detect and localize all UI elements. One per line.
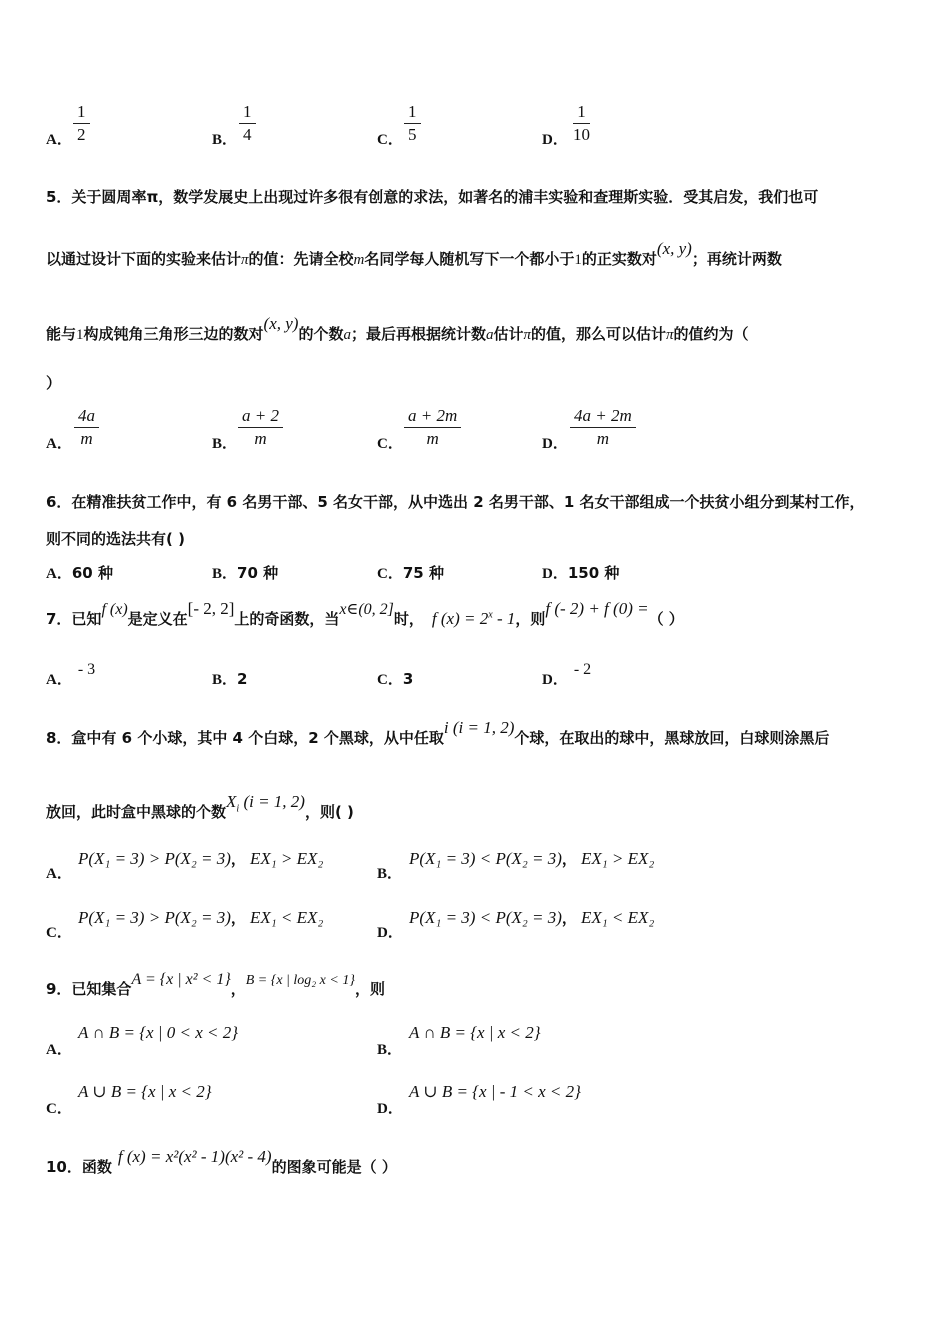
q4-option-d[interactable]: [542, 128, 568, 149]
q5-option-a-fraction: $\frac{4a}{m}$: [74, 406, 99, 448]
option-label: D．: [542, 132, 568, 148]
q5-option-a[interactable]: A．: [46, 436, 72, 452]
q7-option-c[interactable]: C．3: [377, 670, 414, 688]
q9-stem: 9．已知集合A = {x | x² < 1}，B = {x | log₂ x < 1}，则: [46, 971, 385, 998]
q7-option-a[interactable]: A．- 3: [46, 661, 96, 688]
q4-option-c[interactable]: [377, 128, 403, 149]
q7-stem: 7．已知f (x)是定义在[- 2, 2]上的奇函数，当x∈(0, 2]时， f $(x) = 2^x - 1$，则f (- 2) + f (0) =（ ）: [46, 599, 684, 628]
q8-line-1: 8．盒中有 6 个小球，其中 4 个白球，2 个黑球，从中任取i (i = 1, 2)个球，在取出的球中，黑球放回，白球则涂黑后: [46, 718, 830, 747]
q6-line-2: 则不同的选法共有( ): [46, 530, 185, 548]
q9-option-d-expr: A ∪ B = {x | - 1 < x < 2}: [409, 1082, 581, 1101]
q5-option-d-fraction: $\frac{4a + 2m}{m}$: [570, 406, 636, 448]
q8-option-a-expr: P(X₁ = 3) > P(X₂ = 3)， EX₁ > EX₂: [78, 849, 324, 868]
q5-option-c-fraction: $\frac{a + 2m}{m}$: [404, 406, 461, 448]
q9-option-b-expr: A ∩ B = {x | x < 2}: [409, 1023, 541, 1042]
q5-line-4: ）: [46, 374, 62, 392]
q6-option-b[interactable]: B．70 种: [212, 564, 279, 582]
q6-option-a[interactable]: A．60 种: [46, 564, 113, 582]
q9-option-a[interactable]: A．: [46, 1042, 72, 1058]
q8-line-2: 放回，此时盒中黑球的个数$X_i$ (i = 1, 2)，则( ): [46, 792, 354, 821]
q5-line-3: 能与1构成钝角三角形三边的数对(x, y)的个数a；最后再根据统计数a估计π的值，那么可以估计π的值约为（: [46, 314, 749, 343]
q4-option-a[interactable]: [46, 128, 72, 149]
q9-option-a-expr: A ∩ B = {x | 0 < x < 2}: [78, 1023, 239, 1042]
q8-option-b-expr: P(X₁ = 3) < P(X₂ = 3)， EX₁ > EX₂: [409, 849, 655, 868]
q5-line-2: 以通过设计下面的实验来估计π的值：先请全校m名同学每人随机写下一个都小于1的正实数对(x, y)；再统计两数: [46, 239, 782, 268]
q6-option-c[interactable]: C．75 种: [377, 564, 444, 582]
q8-option-b[interactable]: B．: [377, 866, 403, 882]
q7-option-b[interactable]: B．2: [212, 670, 248, 688]
q8-option-c-expr: P(X₁ = 3) > P(X₂ = 3)， EX₁ < EX₂: [78, 908, 324, 927]
q9-option-d[interactable]: D．: [377, 1101, 403, 1117]
q8-option-d[interactable]: D．: [377, 925, 403, 941]
q4-option-c-fraction: $\frac{1}{5}$: [404, 102, 421, 144]
q5-option-b[interactable]: B．: [212, 436, 238, 452]
q10-stem: 10．函数f (x) = x²(x² - 1)(x² - 4)的图象可能是（ ）: [46, 1147, 397, 1176]
q5-option-c[interactable]: C．: [377, 436, 403, 452]
q8-option-a[interactable]: A．: [46, 866, 72, 882]
q4-option-d-fraction: $\frac{1}{10}$: [573, 102, 590, 144]
q4-option-b-fraction: $\frac{1}{4}$: [239, 102, 256, 144]
q4-option-a-fraction: $\frac{1}{2}$: [73, 102, 90, 144]
q7-option-d[interactable]: D．- 2: [542, 661, 592, 688]
q9-option-c[interactable]: C．: [46, 1101, 72, 1117]
q5-option-d[interactable]: D．: [542, 436, 568, 452]
q5-option-b-fraction: $\frac{a + 2}{m}$: [238, 406, 283, 448]
option-label: C．: [377, 132, 403, 148]
option-label: B．: [212, 132, 238, 148]
q4-option-b[interactable]: [212, 128, 237, 149]
q5-line-1: 5．关于圆周率π，数学发展史上出现过许多很有创意的求法，如著名的浦丰实验和查理斯实验．受其启发，我们也可: [46, 188, 819, 206]
q9-option-b[interactable]: B．: [377, 1042, 403, 1058]
q8-option-c[interactable]: C．: [46, 925, 72, 941]
q9-option-c-expr: A ∪ B = {x | x < 2}: [78, 1082, 212, 1101]
q6-line-1: 6．在精准扶贫工作中，有 6 名男干部、5 名女干部，从中选出 2 名男干部、1 名女干部组成一个扶贫小组分到某村工作，: [46, 493, 865, 511]
q8-option-d-expr: P(X₁ = 3) < P(X₂ = 3)， EX₁ < EX₂: [409, 908, 655, 927]
option-label: A．: [46, 132, 72, 148]
q6-option-d[interactable]: D．150 种: [542, 564, 620, 582]
